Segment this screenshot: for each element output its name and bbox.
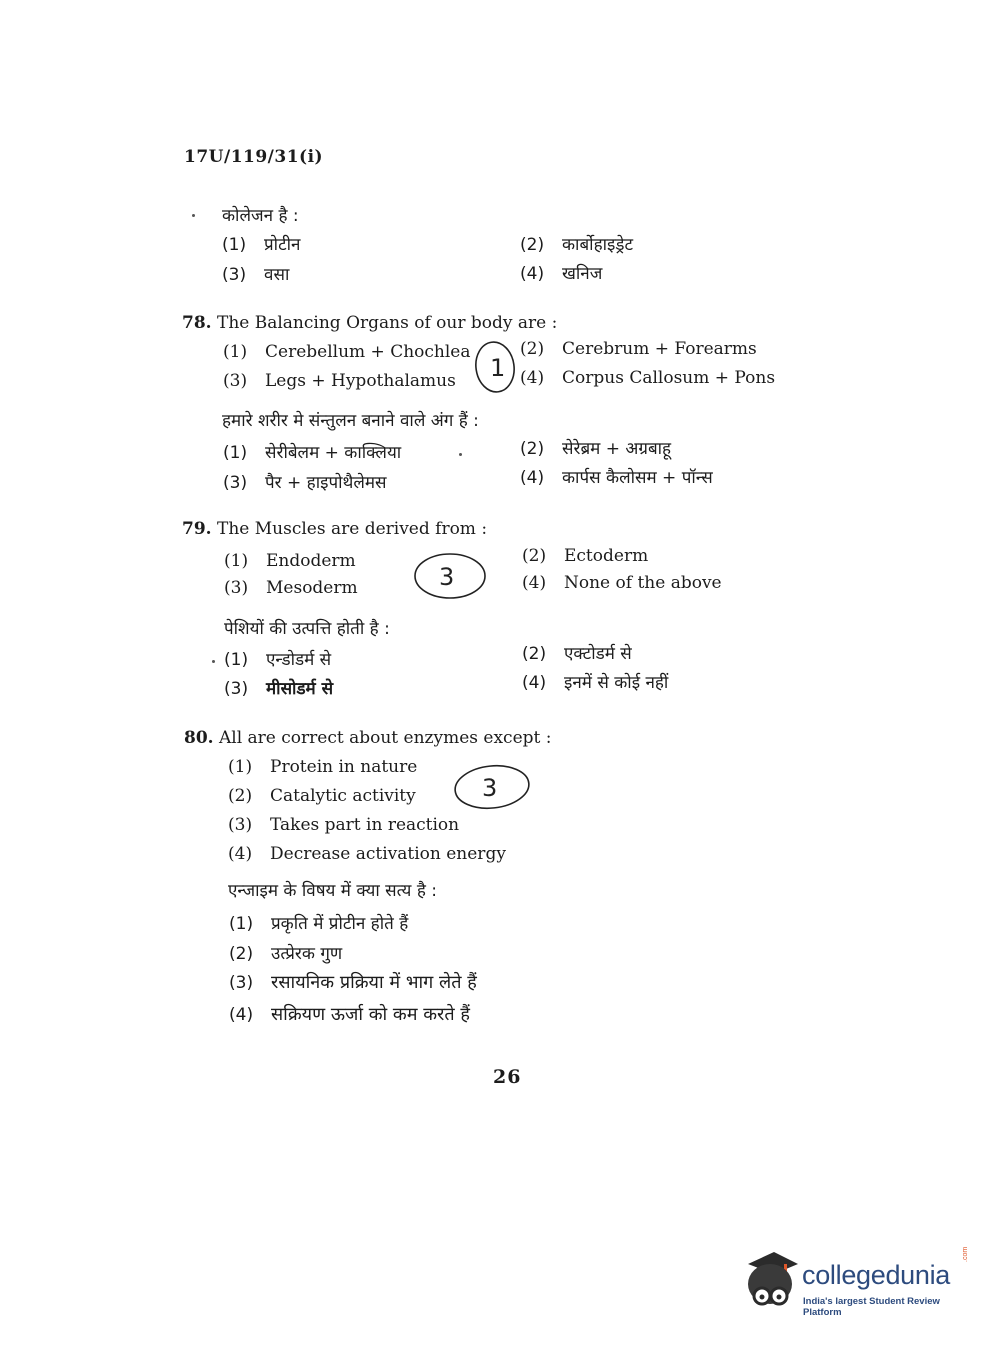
stray-dot — [212, 660, 215, 663]
q80-option-en-4: (4) Decrease activation energy — [228, 844, 506, 864]
paper-code: 17U/119/31(i) — [184, 147, 324, 167]
brand-tagline: India's largest Student Review Platform — [803, 1296, 940, 1318]
q79-stem-en: 79. The Muscles are derived from : — [182, 519, 488, 539]
brand-name: collegedunia — [802, 1260, 951, 1290]
q80-stem-hi: एन्जाइम के विषय में क्या सत्य है : — [228, 881, 437, 901]
q80-answer-mark — [450, 762, 534, 812]
q78-option-hi-4: (4) कार्पस कैलोसम + पॉन्स — [520, 468, 713, 488]
q80-option-en-3: (3) Takes part in reaction — [228, 815, 460, 835]
q80-stem-en: 80. All are correct about enzymes except : — [184, 728, 552, 748]
q79-option-en-3: (3) Mesoderm — [224, 578, 358, 598]
q78-stem-en: 78. The Balancing Organs of our body are : — [182, 313, 558, 333]
page-number: 26 — [493, 1066, 522, 1088]
q79-option-hi-4: (4) इनमें से कोई नहीं — [522, 673, 669, 693]
q79-answer-mark — [410, 550, 490, 602]
q79-option-en-4: (4) None of the above — [522, 573, 722, 593]
q77-stem-hi: कोलेजन है : — [222, 206, 299, 226]
q77-option-2: (2) कार्बोहाइड्रेट — [520, 235, 634, 255]
q80-option-hi-4: (4) सक्रियण ऊर्जा को कम करते हैं — [229, 1004, 470, 1025]
mascot-icon — [740, 1250, 800, 1316]
q79-option-hi-1: (1) एन्डोडर्म से — [224, 650, 332, 670]
q77-option-4: (4) खनिज — [520, 264, 603, 284]
q80-option-hi-1: (1) प्रकृति में प्रोटीन होते हैं — [229, 914, 409, 934]
q78-option-en-4: (4) Corpus Callosum + Pons — [520, 368, 776, 388]
q79-option-en-1: (1) Endoderm — [224, 551, 356, 571]
q80-answer-text: 3 — [482, 774, 498, 802]
q78-option-en-2: (2) Cerebrum + Forearms — [520, 339, 757, 359]
q79-option-hi-3: (3) मीसोडर्म से — [224, 679, 334, 699]
q80-option-en-1: (1) Protein in nature — [228, 757, 418, 777]
q79-answer-text: 3 — [439, 563, 455, 591]
stray-dot — [192, 214, 195, 217]
brand-suffix: .com — [962, 1246, 969, 1262]
q80-option-hi-3: (3) रसायनिक प्रक्रिया में भाग लेते हैं — [229, 972, 477, 993]
q78-option-hi-2: (2) सेरेब्रम + अग्रबाहू — [520, 439, 672, 459]
q80-option-hi-2: (2) उत्प्रेरक गुण — [229, 944, 343, 964]
q78-answer-text: 1 — [490, 354, 506, 382]
q78-answer-mark — [470, 338, 520, 396]
q79-stem-hi: पेशियों की उत्पत्ति होती है : — [224, 619, 390, 639]
q78-option-en-1: (1) Cerebellum + Chochlea — [223, 342, 471, 362]
q77-option-3: (3) वसा — [222, 265, 290, 285]
q77-option-1: (1) प्रोटीन — [222, 235, 301, 255]
q79-option-hi-2: (2) एक्टोडर्म से — [522, 644, 632, 664]
q80-option-en-2: (2) Catalytic activity — [228, 786, 416, 806]
collegedunia-watermark — [740, 1246, 970, 1320]
q79-option-en-2: (2) Ectoderm — [522, 546, 649, 566]
q78-option-en-3: (3) Legs + Hypothalamus — [223, 371, 456, 391]
q78-stem-hi: हमारे शरीर मे संन्तुलन बनाने वाले अंग हैं : — [222, 411, 479, 431]
q78-option-hi-1: (1) सेरीबेलम + काक्लिया — [223, 443, 402, 463]
q78-option-hi-3: (3) पैर + हाइपोथैलेमस — [223, 473, 387, 493]
stray-dot — [459, 453, 462, 456]
